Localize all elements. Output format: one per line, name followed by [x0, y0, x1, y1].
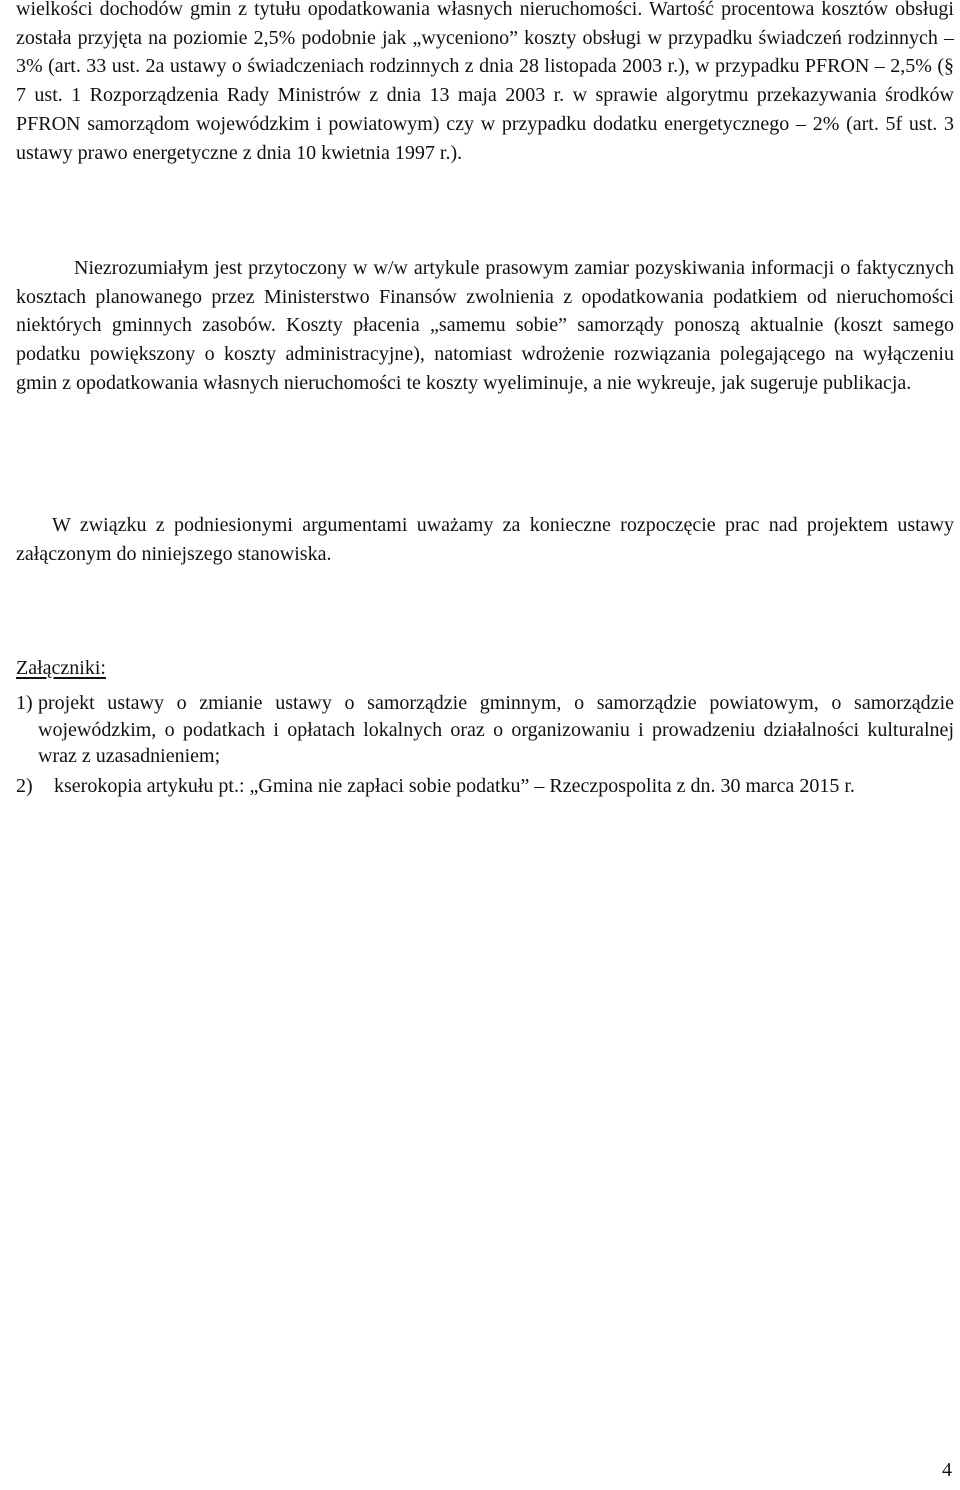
attachment-number: 2): [16, 774, 33, 797]
attachment-number: 1): [16, 692, 33, 714]
attachment-text: kserokopia artykułu pt.: „Gmina nie zapłaci sobie podatku” – Rzeczpospolita z dn. 30 marca 2015 r.: [54, 774, 855, 797]
body-paragraph-costs: wielkości dochodów gmin z tytułu opodatkowania własnych nieruchomości. Wartość procentowa kosztów obsługi została przyjęta na poziomie 2,5% podobnie jak „wyceniono” koszty obsługi w przypadku świadczeń rodzinnych – 3% (art. 33 ust. 2a ustawy o świadczeniach rodzinnych z dnia 28 listopada 2003 r.), w przypadku PFRON – 2,5% (§ 7 ust. 1 Rozporządzenia Rady Ministrów z dnia 13 maja 2003 r. w sprawie algorytmu przekazywania środków PFRON samorządom wojewódzkim i powiatowym) czy w przypadku dodatku energetycznego – 2% (art. 5f ust. 3 ustawy prawo energetyczne z dnia 10 kwietnia 1997 r.).: [16, 0, 954, 164]
attachment-text: projekt ustawy o zmianie ustawy o samorządzie gminnym, o samorządzie powiatowym, o samorządzie wojewódzkim, o podatkach i opłatach lokalnych oraz o organizowaniu i prowadzeniu działalności kulturalnej wraz z uzasadnieniem;: [38, 692, 954, 767]
attachments-list: [16, 690, 954, 799]
body-paragraph-conclusion: W związku z podniesionymi argumentami uważamy za konieczne rozpoczęcie prac nad projektem ustawy załączonym do niniejszego stanowiska.: [16, 514, 954, 565]
attachments-heading: Załączniki:: [16, 657, 106, 679]
list-item: [16, 690, 954, 770]
page-number: 4: [942, 1459, 952, 1481]
list-item: [16, 773, 954, 800]
body-paragraph-press-article: Niezrozumiałym jest przytoczony w w/w artykule prasowym zamiar pozyskiwania informacji o faktycznych kosztach planowanego przez Ministerstwo Finansów zwolnienia z opodatkowania podatkiem od nieruchomości niektórych gminnych zasobów. Koszty płacenia „samemu sobie” samorządy ponoszą aktualnie (koszt samego podatku powiększony o koszty administracyjne), natomiast wdrożenie rozwiązania polegającego na wyłączeniu gmin z opodatkowania własnych nieruchomości te koszty wyeliminuje, a nie wykreuje, jak sugeruje publikacja.: [16, 257, 954, 394]
